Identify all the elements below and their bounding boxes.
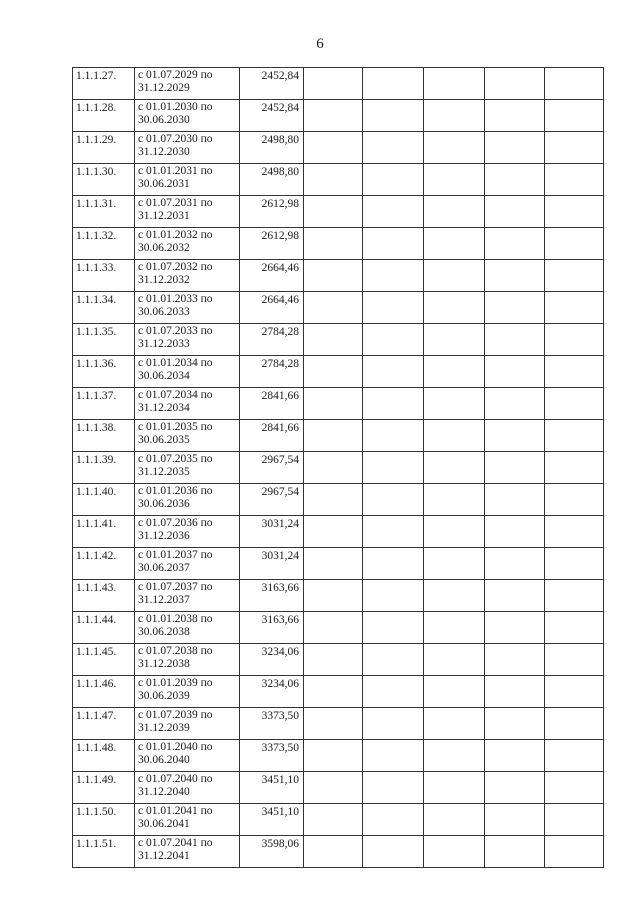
tariff-value-cell: 3163,66 <box>240 612 304 644</box>
empty-cell <box>545 132 604 164</box>
tariff-value-cell: 2841,66 <box>240 420 304 452</box>
row-number-cell: 1.1.1.48. <box>73 740 135 772</box>
table-row <box>73 548 604 580</box>
row-number-cell: 1.1.1.49. <box>73 772 135 804</box>
empty-cell <box>363 740 424 772</box>
empty-cell <box>304 132 363 164</box>
period-cell: с 01.01.2039 по 30.06.2039 <box>135 676 240 708</box>
empty-cell <box>545 804 604 836</box>
empty-cell <box>363 708 424 740</box>
table-row <box>73 388 604 420</box>
empty-cell <box>304 196 363 228</box>
empty-cell <box>424 228 485 260</box>
period-cell: с 01.07.2038 по 31.12.2038 <box>135 644 240 676</box>
table-row <box>73 228 604 260</box>
table-row <box>73 68 604 100</box>
empty-cell <box>545 164 604 196</box>
period-cell: с 01.07.2035 по 31.12.2035 <box>135 452 240 484</box>
empty-cell <box>304 612 363 644</box>
period-cell: с 01.01.2036 по 30.06.2036 <box>135 484 240 516</box>
empty-cell <box>363 292 424 324</box>
empty-cell <box>545 452 604 484</box>
empty-cell <box>424 676 485 708</box>
empty-cell <box>424 804 485 836</box>
tariff-value-cell: 3031,24 <box>240 548 304 580</box>
empty-cell <box>545 612 604 644</box>
empty-cell <box>545 292 604 324</box>
empty-cell <box>485 612 545 644</box>
empty-cell <box>363 100 424 132</box>
tariff-table-body <box>73 68 604 868</box>
empty-cell <box>424 164 485 196</box>
tariff-value-cell: 3234,06 <box>240 676 304 708</box>
period-cell: с 01.01.2041 по 30.06.2041 <box>135 804 240 836</box>
empty-cell <box>424 580 485 612</box>
empty-cell <box>363 644 424 676</box>
table-row <box>73 292 604 324</box>
empty-cell <box>363 548 424 580</box>
period-cell: с 01.07.2041 по 31.12.2041 <box>135 836 240 868</box>
empty-cell <box>363 676 424 708</box>
table-row <box>73 516 604 548</box>
row-number-cell: 1.1.1.35. <box>73 324 135 356</box>
table-row <box>73 676 604 708</box>
page-number: 6 <box>316 36 324 52</box>
row-number-cell: 1.1.1.41. <box>73 516 135 548</box>
empty-cell <box>485 804 545 836</box>
empty-cell <box>485 68 545 100</box>
empty-cell <box>545 68 604 100</box>
table-row <box>73 356 604 388</box>
empty-cell <box>485 228 545 260</box>
empty-cell <box>424 100 485 132</box>
period-cell: с 01.07.2031 по 31.12.2031 <box>135 196 240 228</box>
empty-cell <box>545 836 604 868</box>
empty-cell <box>545 580 604 612</box>
table-row <box>73 740 604 772</box>
empty-cell <box>424 772 485 804</box>
empty-cell <box>485 388 545 420</box>
empty-cell <box>545 740 604 772</box>
tariff-value-cell: 3031,24 <box>240 516 304 548</box>
empty-cell <box>363 772 424 804</box>
period-cell: с 01.01.2034 по 30.06.2034 <box>135 356 240 388</box>
tariff-value-cell: 3163,66 <box>240 580 304 612</box>
empty-cell <box>424 484 485 516</box>
row-number-cell: 1.1.1.45. <box>73 644 135 676</box>
row-number-cell: 1.1.1.33. <box>73 260 135 292</box>
row-number-cell: 1.1.1.47. <box>73 708 135 740</box>
tariff-value-cell: 3234,06 <box>240 644 304 676</box>
empty-cell <box>485 548 545 580</box>
row-number-cell: 1.1.1.43. <box>73 580 135 612</box>
row-number-cell: 1.1.1.30. <box>73 164 135 196</box>
period-cell: с 01.07.2037 по 31.12.2037 <box>135 580 240 612</box>
tariff-value-cell: 2967,54 <box>240 484 304 516</box>
table-row <box>73 580 604 612</box>
empty-cell <box>363 132 424 164</box>
table-row <box>73 260 604 292</box>
empty-cell <box>545 100 604 132</box>
empty-cell <box>363 612 424 644</box>
empty-cell <box>363 484 424 516</box>
empty-cell <box>545 324 604 356</box>
empty-cell <box>485 164 545 196</box>
table-row <box>73 612 604 644</box>
empty-cell <box>545 356 604 388</box>
empty-cell <box>545 484 604 516</box>
row-number-cell: 1.1.1.36. <box>73 356 135 388</box>
tariff-value-cell: 2452,84 <box>240 100 304 132</box>
tariff-value-cell: 3451,10 <box>240 772 304 804</box>
table-row <box>73 708 604 740</box>
empty-cell <box>485 676 545 708</box>
row-number-cell: 1.1.1.32. <box>73 228 135 260</box>
row-number-cell: 1.1.1.39. <box>73 452 135 484</box>
row-number-cell: 1.1.1.31. <box>73 196 135 228</box>
period-cell: с 01.07.2032 по 31.12.2032 <box>135 260 240 292</box>
empty-cell <box>304 516 363 548</box>
empty-cell <box>485 100 545 132</box>
empty-cell <box>304 452 363 484</box>
tariff-value-cell: 2967,54 <box>240 452 304 484</box>
empty-cell <box>545 516 604 548</box>
empty-cell <box>485 772 545 804</box>
tariff-value-cell: 3373,50 <box>240 708 304 740</box>
tariff-value-cell: 3451,10 <box>240 804 304 836</box>
empty-cell <box>485 260 545 292</box>
table-row <box>73 420 604 452</box>
empty-cell <box>304 260 363 292</box>
empty-cell <box>304 804 363 836</box>
row-number-cell: 1.1.1.44. <box>73 612 135 644</box>
period-cell: с 01.01.2033 по 30.06.2033 <box>135 292 240 324</box>
empty-cell <box>363 356 424 388</box>
empty-cell <box>424 836 485 868</box>
empty-cell <box>363 228 424 260</box>
empty-cell <box>304 772 363 804</box>
empty-cell <box>304 676 363 708</box>
empty-cell <box>304 484 363 516</box>
empty-cell <box>485 196 545 228</box>
period-cell: с 01.07.2030 по 31.12.2030 <box>135 132 240 164</box>
table-row <box>73 324 604 356</box>
empty-cell <box>424 68 485 100</box>
empty-cell <box>304 68 363 100</box>
empty-cell <box>424 740 485 772</box>
empty-cell <box>485 132 545 164</box>
empty-cell <box>363 580 424 612</box>
empty-cell <box>304 164 363 196</box>
period-cell: с 01.01.2035 по 30.06.2035 <box>135 420 240 452</box>
empty-cell <box>424 356 485 388</box>
period-cell: с 01.07.2033 по 31.12.2033 <box>135 324 240 356</box>
empty-cell <box>304 420 363 452</box>
empty-cell <box>545 644 604 676</box>
table-row <box>73 804 604 836</box>
period-cell: с 01.01.2032 по 30.06.2032 <box>135 228 240 260</box>
empty-cell <box>485 740 545 772</box>
empty-cell <box>363 196 424 228</box>
empty-cell <box>304 580 363 612</box>
row-number-cell: 1.1.1.27. <box>73 68 135 100</box>
tariff-value-cell: 3373,50 <box>240 740 304 772</box>
empty-cell <box>424 292 485 324</box>
row-number-cell: 1.1.1.37. <box>73 388 135 420</box>
row-number-cell: 1.1.1.50. <box>73 804 135 836</box>
tariff-value-cell: 2784,28 <box>240 356 304 388</box>
tariff-value-cell: 2498,80 <box>240 164 304 196</box>
tariff-value-cell: 2612,98 <box>240 228 304 260</box>
empty-cell <box>424 196 485 228</box>
tariff-value-cell: 3598,06 <box>240 836 304 868</box>
empty-cell <box>485 484 545 516</box>
period-cell: с 01.07.2034 по 31.12.2034 <box>135 388 240 420</box>
empty-cell <box>304 292 363 324</box>
empty-cell <box>485 644 545 676</box>
empty-cell <box>363 260 424 292</box>
empty-cell <box>304 740 363 772</box>
empty-cell <box>545 708 604 740</box>
empty-cell <box>363 324 424 356</box>
period-cell: с 01.01.2031 по 30.06.2031 <box>135 164 240 196</box>
empty-cell <box>363 516 424 548</box>
empty-cell <box>485 420 545 452</box>
empty-cell <box>424 612 485 644</box>
tariff-value-cell: 2784,28 <box>240 324 304 356</box>
empty-cell <box>363 164 424 196</box>
table-row <box>73 484 604 516</box>
empty-cell <box>363 388 424 420</box>
tariff-value-cell: 2612,98 <box>240 196 304 228</box>
empty-cell <box>485 452 545 484</box>
period-cell: с 01.01.2037 по 30.06.2037 <box>135 548 240 580</box>
period-cell: с 01.01.2030 по 30.06.2030 <box>135 100 240 132</box>
row-number-cell: 1.1.1.38. <box>73 420 135 452</box>
tariff-table <box>72 67 604 868</box>
row-number-cell: 1.1.1.34. <box>73 292 135 324</box>
empty-cell <box>304 548 363 580</box>
empty-cell <box>545 772 604 804</box>
empty-cell <box>545 228 604 260</box>
empty-cell <box>363 804 424 836</box>
empty-cell <box>545 548 604 580</box>
empty-cell <box>424 644 485 676</box>
table-row <box>73 644 604 676</box>
period-cell: с 01.07.2036 по 31.12.2036 <box>135 516 240 548</box>
empty-cell <box>424 132 485 164</box>
empty-cell <box>545 196 604 228</box>
empty-cell <box>485 516 545 548</box>
empty-cell <box>424 708 485 740</box>
tariff-value-cell: 2664,46 <box>240 292 304 324</box>
empty-cell <box>424 324 485 356</box>
period-cell: с 01.07.2040 по 31.12.2040 <box>135 772 240 804</box>
empty-cell <box>363 420 424 452</box>
empty-cell <box>424 260 485 292</box>
empty-cell <box>304 100 363 132</box>
empty-cell <box>545 260 604 292</box>
tariff-value-cell: 2498,80 <box>240 132 304 164</box>
empty-cell <box>485 580 545 612</box>
empty-cell <box>424 452 485 484</box>
period-cell: с 01.01.2040 по 30.06.2040 <box>135 740 240 772</box>
row-number-cell: 1.1.1.40. <box>73 484 135 516</box>
empty-cell <box>485 292 545 324</box>
empty-cell <box>304 324 363 356</box>
empty-cell <box>545 388 604 420</box>
empty-cell <box>363 452 424 484</box>
tariff-value-cell: 2841,66 <box>240 388 304 420</box>
empty-cell <box>424 388 485 420</box>
table-row <box>73 196 604 228</box>
empty-cell <box>485 708 545 740</box>
empty-cell <box>304 388 363 420</box>
empty-cell <box>363 836 424 868</box>
tariff-value-cell: 2452,84 <box>240 68 304 100</box>
empty-cell <box>304 836 363 868</box>
row-number-cell: 1.1.1.29. <box>73 132 135 164</box>
empty-cell <box>485 836 545 868</box>
empty-cell <box>545 676 604 708</box>
period-cell: с 01.07.2029 по 31.12.2029 <box>135 68 240 100</box>
empty-cell <box>304 356 363 388</box>
row-number-cell: 1.1.1.28. <box>73 100 135 132</box>
empty-cell <box>424 420 485 452</box>
table-row <box>73 164 604 196</box>
empty-cell <box>485 324 545 356</box>
table-row <box>73 132 604 164</box>
table-row <box>73 836 604 868</box>
empty-cell <box>363 68 424 100</box>
table-row <box>73 100 604 132</box>
empty-cell <box>304 644 363 676</box>
empty-cell <box>424 516 485 548</box>
empty-cell <box>485 356 545 388</box>
empty-cell <box>424 548 485 580</box>
empty-cell <box>304 228 363 260</box>
period-cell: с 01.07.2039 по 31.12.2039 <box>135 708 240 740</box>
empty-cell <box>304 708 363 740</box>
row-number-cell: 1.1.1.46. <box>73 676 135 708</box>
empty-cell <box>545 420 604 452</box>
table-row <box>73 772 604 804</box>
table-row <box>73 452 604 484</box>
row-number-cell: 1.1.1.51. <box>73 836 135 868</box>
row-number-cell: 1.1.1.42. <box>73 548 135 580</box>
period-cell: с 01.01.2038 по 30.06.2038 <box>135 612 240 644</box>
tariff-value-cell: 2664,46 <box>240 260 304 292</box>
